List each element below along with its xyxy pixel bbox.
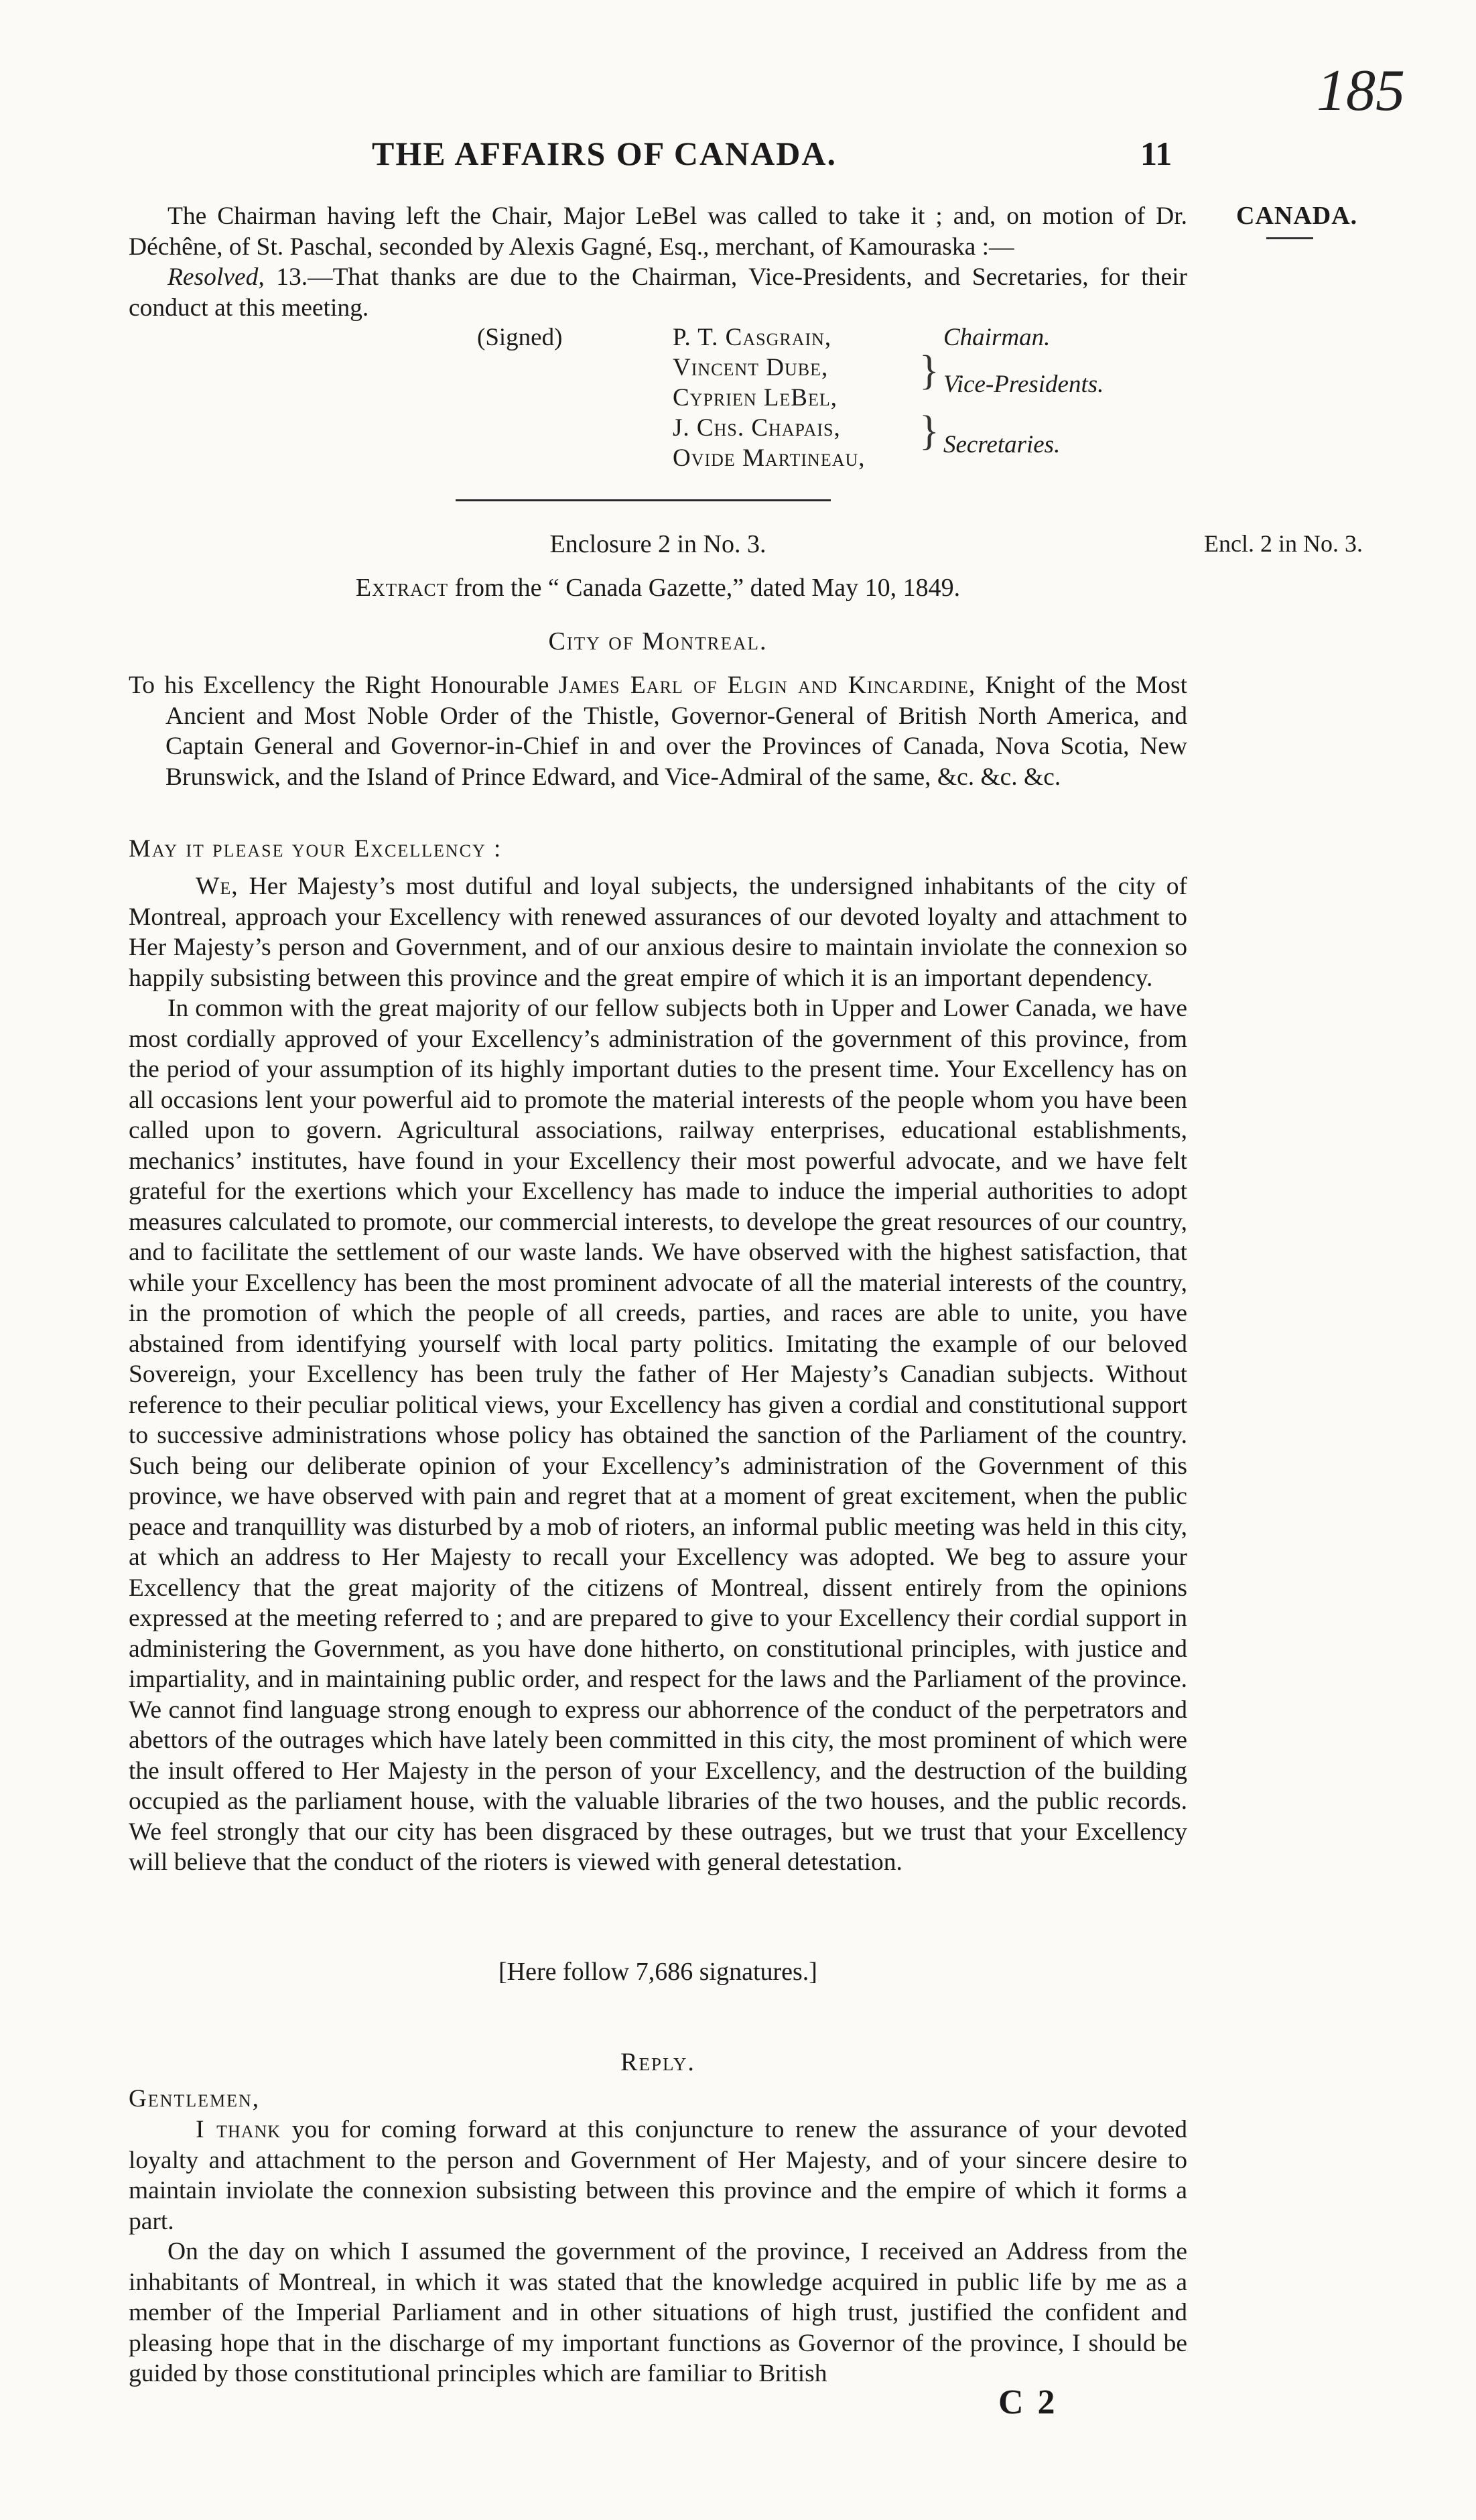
margin-note-canada: CANADA. [1236,202,1358,230]
resolved-label: Resolved, [167,263,265,291]
section-divider [456,499,831,501]
address-text-1: Her Majesty’s most dutiful and loyal subjects, the undersigned inhabitants of the city of Montreal, approach your Excellency with renewed assurances of our devoted loyalty and attachment to Her Majesty’s person and Government, and of our anxious desire to maintain inviolate the connexion so happily subsisting between this province and the great empire of which it is an important dependency. [129,873,1187,992]
intro-section [129,201,1187,323]
signatory-chairman: P. T. Casgrain, [673,324,832,351]
role-vice-presidents: Vice-Presidents. [943,371,1104,398]
margin-divider [1266,237,1313,239]
extract-line [129,573,1187,603]
resolution-paragraph [129,262,1187,323]
printer-signature-mark: C 2 [998,2383,1058,2421]
extract-label: Extract [355,574,449,602]
signatory-vp-2: Cyprien LeBel, [673,384,837,412]
role-chairman: Chairman. [943,324,1051,351]
recipient-name: James Earl of Elgin and Kincardine, [558,672,976,699]
role-secretaries: Secretaries. [943,431,1061,458]
signed-label: (Signed) [477,324,563,351]
address-paragraph-1 [129,871,1187,993]
extract-source: from the “ Canada Gazette,” dated May 10, 1849. [448,574,961,602]
salutation: May it please your Excellency : [129,835,502,863]
resolution-text: 13.—That thanks are due to the Chairman, Vice-Presidents, and Secretaries, for their conduct at this meeting. [129,263,1187,322]
reply-text-1: you for coming forward at this conjuncture to renew the assurance of your devoted loyalty and attachment to the person and Government of Her Majesty, and of your sincere desire to maintain inviolate the connexion subsisting between this province and the empire of which it forms a part. [129,2116,1187,2235]
signatory-vp-1: Vincent Dube, [673,354,829,381]
brace-vp: } [919,348,939,393]
address-recipient [129,670,1187,792]
signatory-sec-1: J. Chs. Chapais, [673,414,841,442]
reply-salutation: Gentlemen, [129,2085,261,2113]
recipient-prefix: To his Excellency the Right Honourable [129,672,559,699]
signatory-sec-2: Ovide Martineau, [673,444,866,472]
recipient-titles: Knight of the Most Ancient and Most Noble Order of the Thistle, Governor-General of British North America, and Captain General and Governor-in-Chief in and over the Provinces of Canada, Nova Scotia, New Brunswick, and the Island of Prince Edward, and Vice-Admiral of the same, &c. &c. &c. [165,672,1188,791]
reply-paragraph-1 [129,2115,1187,2236]
margin-note-enclosure: Encl. 2 in No. 3. [1204,530,1363,557]
signatures-note: [Here follow 7,686 signatures.] [498,1958,817,1986]
reply-heading: Reply. [620,2048,695,2076]
enclosure-title: Enclosure 2 in No. 3. [549,530,766,558]
address-lead-word: We, [196,873,239,900]
reply-paragraph-2: On the day on which I assumed the government of the province, I received an Address from the inhabitants of Montreal, in which it was stated that the knowledge acquired in public life by me as a member of the Imperial Parliament and in other situations of high trust, justified the confident and pleasing hope that in the discharge of my important functions as Governor of the province, I should be guided by those constitutional principles which are familiar to British [129,2238,1187,2387]
reply-body [129,2115,1187,2389]
handwritten-page-number: 185 [1317,58,1405,123]
address-paragraph-2: In common with the great majority of our fellow subjects both in Upper and Lower Canada, we have most cordially approved of your Excellency’s administration of the government of this province, from the period of your assumption of its highly important duties to the present time. Your Excellency has on all occasions lent your powerful aid to promote the material interests of the people whom you have been called upon to govern. Agricultural associations, railway enterprises, educational establishments, mechanics’ institutes, have found in your Excellency their most powerful advocate, and we have felt grateful for the exertions which your Excellency has made to induce the imperial authorities to adopt measures calculated to promote, our commercial interests, to develope the great resources of our country, and to facilitate the settlement of our waste lands. We have observed with the highest satisfaction, that while your Excellency has been the most prominent advocate of all the material interests of the country, in the promotion of which the people of all creeds, parties, and races are able to unite, you have abstained from identifying yourself with local party politics. Imitating the example of our beloved Sovereign, your Excellency has been truly the father of Her Majesty’s Canadian subjects. Without reference to their peculiar political views, your Excellency has given a cordial and constitutional support to successive administrations whose policy has obtained the sanction of the Parliament of the country. Such being our deliberate opinion of your Excellency’s administration of the Government of this province, we have observed with pain and regret that at a moment of great excitement, when the public peace and tranquillity was disturbed by a mob of rioters, an informal public meeting was held in this city, at which an address to Her Majesty to recall your Excellency was adopted. We beg to assure your Excellency that the great majority of the citizens of Montreal, dissent entirely from the opinions expressed at the meeting referred to ; and are prepared to give to your Excellency their cordial support in administering the Government, as you have done hitherto, on constitutional principles, with justice and impartiality, and in maintaining public order, and respect for the laws and the Parliament of the province. We cannot find language strong enough to express our abhorrence of the conduct of the perpetrators and abettors of the outrages which have lately been committed in this city, the most prominent of which were the insult offered to Her Majesty in the person of your Excellency, and the destruction of the building occupied as the parliament house, with the valuable libraries of the two houses, and the public records. We feel strongly that our city has been disgraced by these outrages, but we trust that your Excellency will believe that the conduct of the rioters is viewed with general detestation. [129,995,1187,1876]
brace-secretaries: } [919,408,939,454]
intro-paragraph: The Chairman having left the Chair, Major LeBel was called to take it ; and, on motion of Dr. Déchêne, of St. Paschal, seconded by Alexis Gagné, Esq., merchant, of Kamouraska :— [129,202,1187,261]
running-header-title: THE AFFAIRS OF CANADA. [372,135,837,172]
city-heading: City of Montreal. [548,627,768,655]
reply-lead-word: I thank [196,2116,281,2143]
address-body [129,871,1187,1878]
page-number: 11 [1140,135,1172,172]
